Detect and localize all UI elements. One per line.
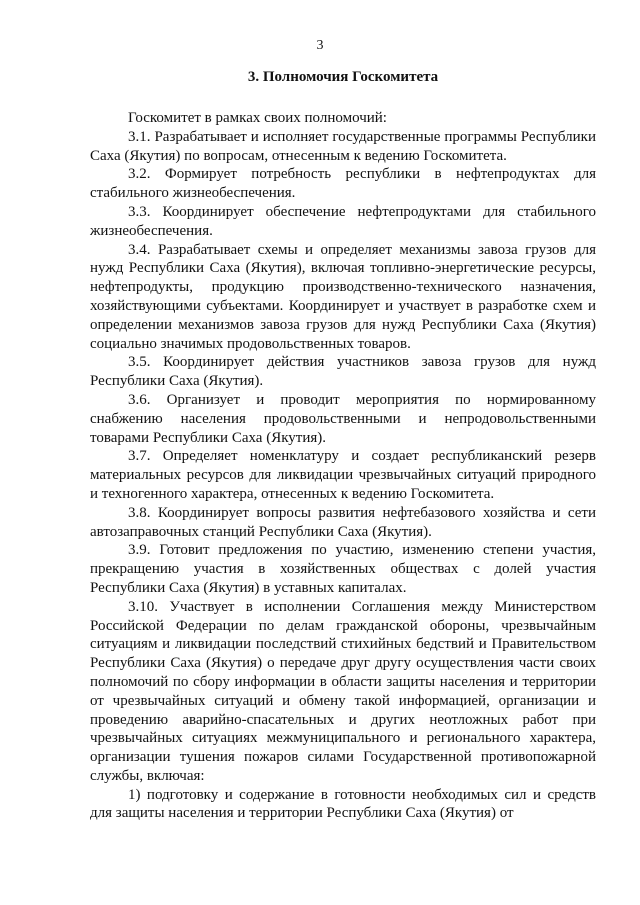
section-heading: 3. Полномочия Госкомитета [247,69,439,85]
paragraph-3-5: 3.5. Координирует действия участников завоза грузов для нужд Республики Саха (Якутия). [90,354,596,390]
paragraph-3-7: 3.7. Определяет номенклатуру и создает республиканский резерв материальных ресурсов для ликвидации чрезвычайных ситуаций природного и техногенного характера, отнесенных к ведению Госкомитета. [90,448,596,502]
paragraph-3-6: 3.6. Организует и проводит мероприятия по нормированному снабжению населения продовольственными и непродовольственными товарами Республики Саха (Якутия). [90,391,596,446]
body-text [90,109,596,823]
intro-paragraph: Госкомитет в рамках своих полномочий: [128,110,387,126]
paragraph-3-2: 3.2. Формирует потребность республики в нефтепродуктах для стабильного жизнеобеспечения. [90,166,596,202]
paragraph-3-9: 3.9. Готовит предложения по участию, изменению степени участия, прекращению участия в хозяйственных обществах с долей участия Республики Саха (Якутия) в уставных капиталах. [90,542,596,596]
page-number: 3 [316,38,324,53]
list-item-1: 1) подготовку и содержание в готовности необходимых сил и средств для защиты населения и территории Республики Саха (Якутия) от [90,786,596,822]
paragraph-3-1: 3.1. Разрабатывает и исполняет государственные программы Республики Саха (Якутия) по вопросам, отнесенным к ведению Госкомитета. [90,128,596,164]
paragraph-3-8: 3.8. Координирует вопросы развития нефтебазового хозяйства и сети автозаправочных станций Республики Саха (Якутия). [90,504,596,540]
paragraph-3-4: 3.4. Разрабатывает схемы и определяет механизмы завоза грузов для нужд Республики Саха (Якутия), включая топливно-энергетические ресурсы, нефтепродукты, продукцию производственно-технического назначения, хозяйствующими субъектами. Координирует и участвует в разработке схем и определении механизмов завоза грузов для нужд Республики Саха (Якутия) социально значимых продовольственных товаров. [90,241,596,352]
paragraph-3-3: 3.3. Координирует обеспечение нефтепродуктами для стабильного жизнеобеспечения. [90,203,596,239]
paragraph-3-10: 3.10. Участвует в исполнении Соглашения между Министерством Российской Федерации по делам гражданской обороны, чрезвычайным ситуациям и ликвидации последствий стихийных бедствий и Правительством Республики Саха (Якутия) о передаче друг другу осуществления части своих полномочий по сбору информации в области защиты населения и территории от чрезвычайных ситуаций и обмену такой информацией, организации и проведению аварийно-спасательных и других неотложных работ при чрезвычайных ситуациях межмуниципального и регионального характера, организации тушения пожаров силами Государственной противопожарной службы, включая: [90,598,596,784]
